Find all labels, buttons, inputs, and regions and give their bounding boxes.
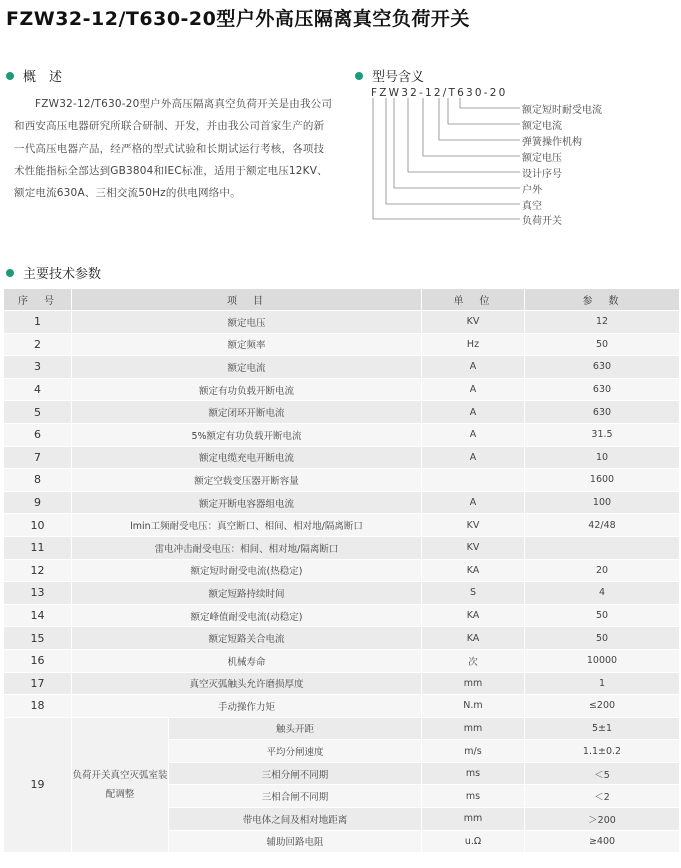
row-number: 18: [4, 695, 72, 718]
row-item: 额定短路关合电流: [72, 627, 422, 650]
row-unit: KA: [422, 604, 525, 627]
row-unit: KV: [422, 536, 525, 559]
bullet-dot-icon: [355, 72, 363, 80]
row-value: 12: [525, 311, 680, 334]
row-item: 额定峰值耐受电流(动稳定): [72, 604, 422, 627]
row-value: ＜5: [525, 762, 680, 785]
row-unit: N.m: [422, 695, 525, 718]
row-unit: A: [422, 401, 525, 424]
row-value: ＜2: [525, 785, 680, 808]
model-bracket-diagram: [366, 98, 526, 223]
row-unit: S: [422, 582, 525, 605]
row-number: 16: [4, 649, 72, 672]
row-item: 触头开距: [169, 717, 422, 740]
row-item: 三相分闸不同期: [169, 762, 422, 785]
row-item: 额定频率: [72, 333, 422, 356]
row-number: 5: [4, 401, 72, 424]
row-number: 2: [4, 333, 72, 356]
overview-heading: [6, 66, 62, 85]
row-unit: KA: [422, 627, 525, 650]
row-value: ≤200: [525, 695, 680, 718]
model-label-design-number: 设计序号: [522, 169, 562, 180]
row-item: 带电体之间及相对地距离: [169, 808, 422, 831]
table-row: [4, 401, 680, 424]
row-number: 17: [4, 672, 72, 695]
row-unit: 次: [422, 649, 525, 672]
row-number: 1: [4, 311, 72, 334]
row-item: 机械寿命: [72, 649, 422, 672]
row-value: 1.1±0.2: [525, 740, 680, 763]
row-item: 手动操作力矩: [72, 695, 422, 718]
row-unit: ms: [422, 785, 525, 808]
row-item: 辅助回路电阻: [169, 830, 422, 853]
row-number: 15: [4, 627, 72, 650]
model-label-load-switch: 负荷开关: [522, 216, 562, 227]
table-row: [4, 627, 680, 650]
row-number: 14: [4, 604, 72, 627]
model-label-vacuum: 真空: [522, 201, 542, 212]
row-item: 额定短时耐受电流(热稳定): [72, 559, 422, 582]
header-unit: 单 位: [422, 289, 525, 311]
row-item: 额定空载变压器开断容量: [72, 469, 422, 492]
row-unit: mm: [422, 808, 525, 831]
model-label-rated-voltage: 额定电压: [522, 153, 562, 164]
row-item: 额定有功负载开断电流: [72, 378, 422, 401]
row-value: ＞200: [525, 808, 680, 831]
row-unit: Hz: [422, 333, 525, 356]
header-value: 参 数: [525, 289, 680, 311]
row-value: 5±1: [525, 717, 680, 740]
row-number: 8: [4, 469, 72, 492]
table-row: [4, 582, 680, 605]
table-row: [4, 672, 680, 695]
params-heading: [6, 263, 101, 282]
row-number: 12: [4, 559, 72, 582]
table-row: [4, 536, 680, 559]
table-row: [4, 649, 680, 672]
row-number: 7: [4, 446, 72, 469]
row-item: 额定闭环开断电流: [72, 401, 422, 424]
table-row: [4, 695, 680, 718]
overview-heading-text: 概 述: [23, 70, 63, 85]
row-unit: A: [422, 446, 525, 469]
model-code: FZW32-12/T630-20: [371, 87, 508, 99]
row-value: [525, 536, 680, 559]
row-unit: u.Ω: [422, 830, 525, 853]
table-row: [4, 311, 680, 334]
table-row: [4, 717, 680, 740]
table-row: [4, 514, 680, 537]
table-row: [4, 333, 680, 356]
table-row: [4, 604, 680, 627]
row-number: 6: [4, 423, 72, 446]
row-value: 10000: [525, 649, 680, 672]
header-item: 项 目: [72, 289, 422, 311]
row-unit: KV: [422, 311, 525, 334]
row-value: 630: [525, 356, 680, 379]
row-number: 3: [4, 356, 72, 379]
bullet-dot-icon: [6, 72, 14, 80]
table-row: [4, 356, 680, 379]
group-row-number: 19: [4, 717, 72, 853]
row-value: 42/48: [525, 514, 680, 537]
row-number: 10: [4, 514, 72, 537]
spec-table: [3, 288, 680, 853]
table-row: [4, 378, 680, 401]
header-no: 序 号: [4, 289, 72, 311]
row-unit: ms: [422, 762, 525, 785]
row-item: 平均分闸速度: [169, 740, 422, 763]
model-label-spring-mechanism: 弹簧操作机构: [522, 137, 582, 148]
row-number: 9: [4, 491, 72, 514]
row-item: 额定电流: [72, 356, 422, 379]
row-unit: A: [422, 423, 525, 446]
row-unit: mm: [422, 717, 525, 740]
row-number: 4: [4, 378, 72, 401]
row-item: 真空灭弧触头允许磨损厚度: [72, 672, 422, 695]
model-label-rated-short-time-current: 额定短时耐受电流: [522, 105, 602, 116]
row-value: ≥400: [525, 830, 680, 853]
row-value: 4: [525, 582, 680, 605]
row-item: 三相合闸不同期: [169, 785, 422, 808]
model-label-rated-current: 额定电流: [522, 121, 562, 132]
row-unit: KA: [422, 559, 525, 582]
row-value: 630: [525, 401, 680, 424]
row-value: 10: [525, 446, 680, 469]
row-value: 50: [525, 604, 680, 627]
row-unit: A: [422, 491, 525, 514]
row-item: lmin工频耐受电压：真空断口、相间、相对地/隔离断口: [72, 514, 422, 537]
table-header-row: [4, 289, 680, 311]
params-heading-text: 主要技术参数: [23, 267, 102, 282]
row-item: 额定电压: [72, 311, 422, 334]
table-row: [4, 423, 680, 446]
table-row: [4, 446, 680, 469]
overview-text: FZW32-12/T630-20型户外高压隔离真空负荷开关是由我公司和西安高压电器研究所联合研制、开发，并由我公司首家生产的新一代高压电器产品，经严格的型式试验和长期试运行考核，各项技术性能指标全部达到GB3804和IEC标准，适用于额定电压12KV、额定电流630A、三相交流50Hz的供电网络中。: [14, 98, 333, 200]
row-item: 额定短路持续时间: [72, 582, 422, 605]
row-value: 1: [525, 672, 680, 695]
row-unit: m/s: [422, 740, 525, 763]
row-number: 13: [4, 582, 72, 605]
model-heading: [355, 66, 424, 85]
row-unit: [422, 469, 525, 492]
page-title: FZW32-12/T630-20型户外高压隔离真空负荷开关: [6, 8, 470, 30]
row-item: 雷电冲击耐受电压：相间、相对地/隔离断口: [72, 536, 422, 559]
row-value: 50: [525, 627, 680, 650]
table-row: [4, 469, 680, 492]
row-value: 20: [525, 559, 680, 582]
model-heading-text: 型号含义: [372, 70, 425, 85]
row-value: 100: [525, 491, 680, 514]
row-unit: mm: [422, 672, 525, 695]
group-label: 负荷开关真空灭弧室装配调整: [72, 717, 169, 853]
row-number: 11: [4, 536, 72, 559]
bullet-dot-icon: [6, 269, 14, 277]
row-unit: A: [422, 378, 525, 401]
row-value: 31.5: [525, 423, 680, 446]
row-item: 额定开断电容器组电流: [72, 491, 422, 514]
row-value: 50: [525, 333, 680, 356]
row-value: 630: [525, 378, 680, 401]
table-row: [4, 559, 680, 582]
row-unit: A: [422, 356, 525, 379]
row-item: 5%额定有功负载开断电流: [72, 423, 422, 446]
model-label-outdoor: 户外: [522, 185, 542, 196]
row-value: 1600: [525, 469, 680, 492]
row-unit: KV: [422, 514, 525, 537]
row-item: 额定电缆充电开断电流: [72, 446, 422, 469]
table-row: [4, 491, 680, 514]
